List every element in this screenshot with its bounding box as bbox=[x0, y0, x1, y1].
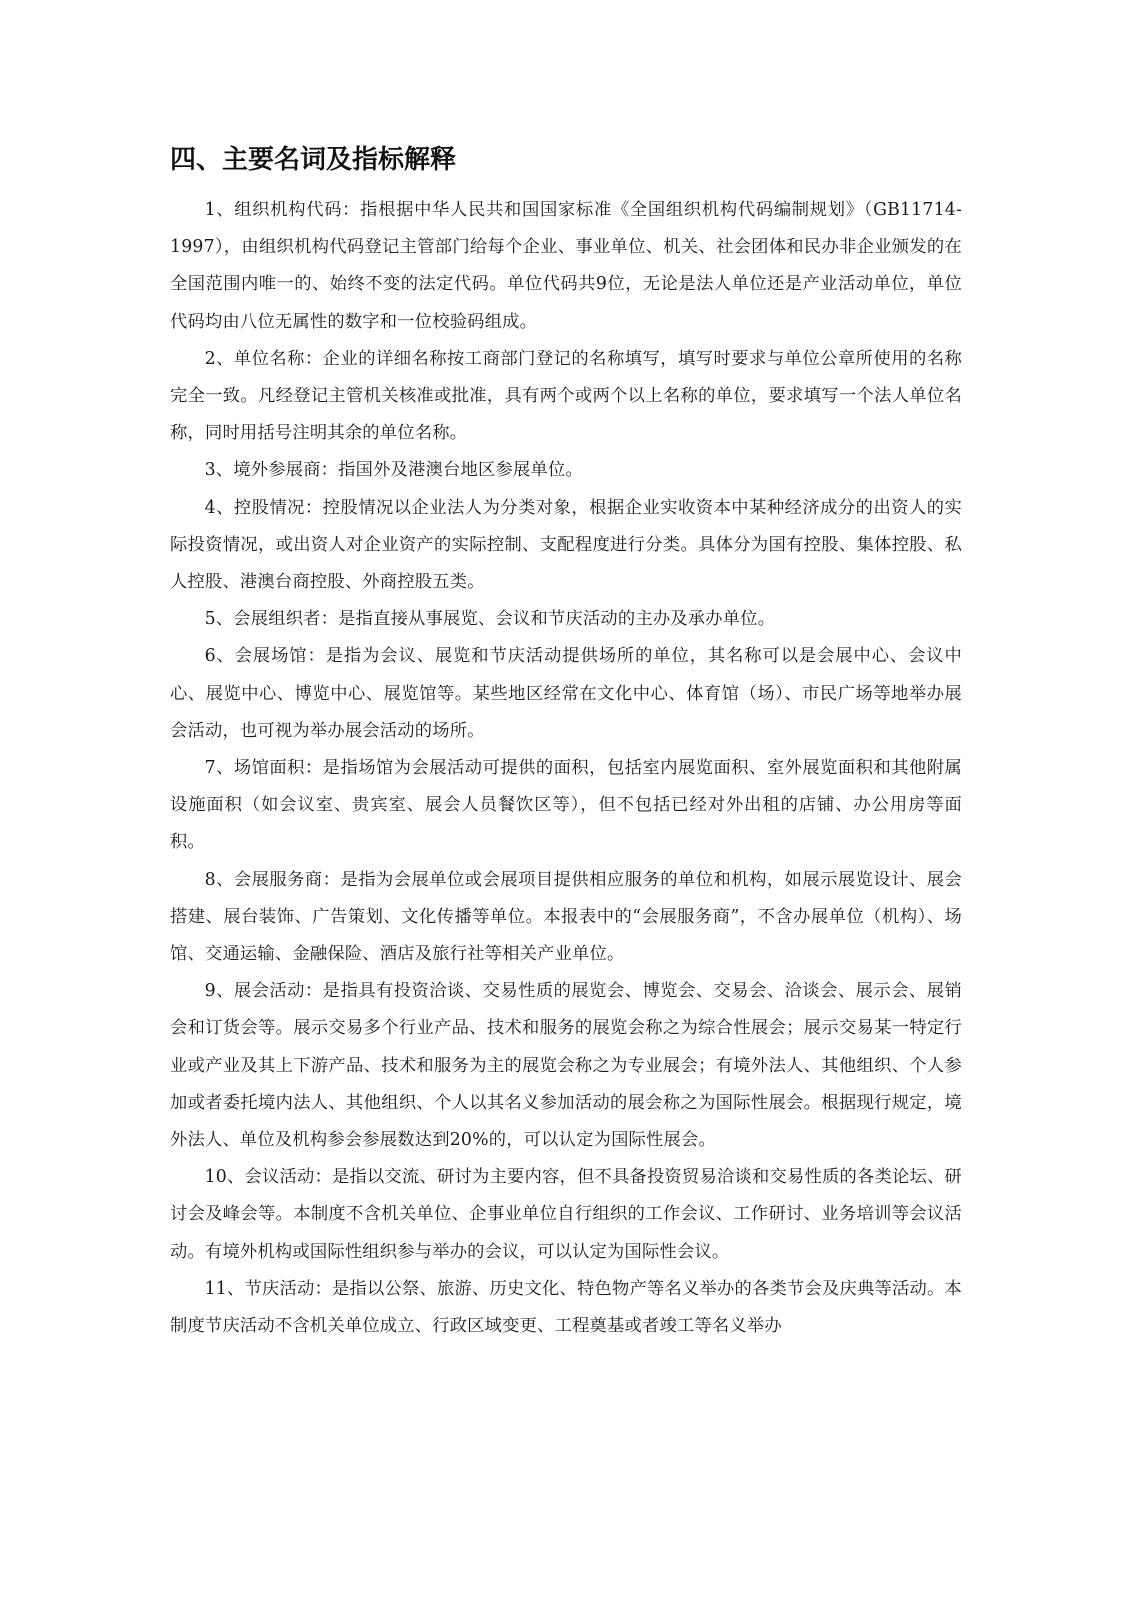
section-heading: 四、主要名词及指标解释 bbox=[170, 145, 457, 175]
paragraph-venue-area: 7、场馆面积：是指场馆为会展活动可提供的面积，包括室内展览面积、室外展览面积和其他附属设施面积（如会议室、贵宾室、展会人员餐饮区等），但不包括已经对外出租的店铺、办公用房等面积。 bbox=[170, 758, 962, 853]
paragraph-exhibition-organizer: 5、会展组织者：是指直接从事展览、会议和节庆活动的主办及承办单位。 bbox=[204, 609, 776, 630]
paragraph-conference-activity: 10、会议活动：是指以交流、研讨为主要内容，但不具备投资贸易洽谈和交易性质的各类论坛、研讨会及峰会等。本制度不含机关单位、企事业单位自行组织的工作会议、工作研讨、业务培训等会议活动。有境外机构或国际性组织参与举办的会议，可以认定为国际性会议。 bbox=[170, 1167, 962, 1262]
paragraph-exhibition-activity: 9、展会活动：是指具有投资洽谈、交易性质的展览会、博览会、交易会、洽谈会、展示会、展销会和订货会等。展示交易多个行业产品、技术和服务的展览会称之为综合性展会；展示交易某一特定行业或产业及其上下游产品、技术和服务为主的展览会称之为专业展会；有境外法人、其他组织、个人参加或者委托境内法人、其他组织、个人以其名义参加活动的展会称之为国际性展会。根据现行规定，境外法人、单位及机构参会参展数达到20%的，可以认定为国际性展会。 bbox=[170, 981, 962, 1151]
paragraph-foreign-exhibitor: 3、境外参展商：指国外及港澳台地区参展单位。 bbox=[204, 460, 583, 481]
document-body bbox=[170, 140, 962, 1345]
paragraph-exhibition-venue: 6、会展场馆：是指为会议、展览和节庆活动提供场所的单位，其名称可以是会展中心、会议中心、展览中心、博览中心、展览馆等。某些地区经常在文化中心、体育馆（场）、市民广场等地举办展会活动，也可视为举办展会活动的场所。 bbox=[170, 646, 962, 741]
paragraph-holding-status: 4、控股情况：控股情况以企业法人为分类对象，根据企业实收资本中某种经济成分的出资人的实际投资情况，或出资人对企业资产的实际控制、支配程度进行分类。具体分为国有控股、集体控股、私人控股、港澳台商控股、外商控股五类。 bbox=[170, 497, 962, 593]
paragraph-org-code: 1、组织机构代码：指根据中华人民共和国国家标准《全国组织机构代码编制规划》（GB11714-1997），由组织机构代码登记主管部门给每个企业、事业单位、机关、社会团体和民办非企业颁发的在全国范围内唯一的、始终不变的法定代码。单位代码共9位，无论是法人单位还是产业活动单位，单位代码均由八位无属性的数字和一位校验码组成。 bbox=[170, 200, 962, 332]
paragraph-festival-activity: 11、节庆活动：是指以公祭、旅游、历史文化、特色物产等名义举办的各类节会及庆典等活动。本制度节庆活动不含机关单位成立、行政区域变更、工程奠基或者竣工等名义举办 bbox=[170, 1278, 962, 1337]
paragraph-unit-name: 2、单位名称：企业的详细名称按工商部门登记的名称填写，填写时要求与单位公章所使用的名称完全一致。凡经登记主管机关核准或批准，具有两个或两个以上名称的单位，要求填写一个法人单位名称，同时用括号注明其余的单位名称。 bbox=[170, 348, 962, 444]
paragraph-service-provider: 8、会展服务商：是指为会展单位或会展项目提供相应服务的单位和机构，如展示展览设计、展会搭建、展台装饰、广告策划、文化传播等单位。本报表中的“会展服务商”，不含办展单位（机构）、场馆、交通运输、金融保险、酒店及旅行社等相关产业单位。 bbox=[170, 869, 962, 965]
